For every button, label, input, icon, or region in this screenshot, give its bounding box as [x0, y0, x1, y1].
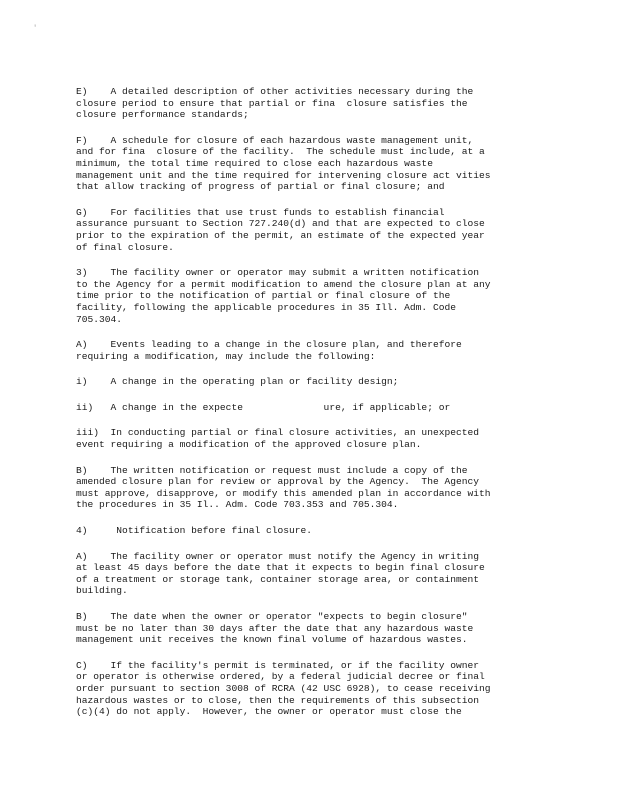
scan-speck: ' — [33, 25, 38, 33]
paragraph — [76, 267, 556, 325]
document-body — [76, 86, 556, 732]
text-line: hazardous wastes or to close, then the requirements of this subsection — [76, 694, 480, 706]
text-line: at least 45 days before the date that it expects to begin final closure — [76, 562, 485, 574]
text-line: building. — [76, 585, 128, 597]
text-line: assurance pursuant to Section 727.240(d) and that are expected to close — [76, 218, 485, 230]
text-line: management unit receives the known final volume of hazardous wastes. — [76, 634, 468, 646]
paragraph — [76, 135, 556, 193]
text-line: must approve, disapprove, or modify this amended plan in accordance with — [76, 487, 491, 499]
paragraph — [76, 427, 556, 450]
text-line: time prior to the notification of partial or final closure of the — [76, 290, 451, 302]
paragraph — [76, 525, 556, 537]
text-line: amended closure plan for review or approval by the Agency. The Agency — [76, 476, 480, 488]
paragraph — [76, 402, 556, 414]
text-line: i) A change in the operating plan or facility design; — [76, 376, 399, 388]
text-line: 705.304. — [76, 313, 123, 325]
text-line: that allow tracking of progress of partial or final closure; and — [76, 181, 445, 193]
text-line: order pursuant to section 3008 of RCRA (42 USC 6928), to cease receiving — [76, 682, 491, 694]
text-line: G) For facilities that use trust funds to establish financial — [76, 206, 445, 218]
text-line: A) The facility owner or operator must notify the Agency in writing — [76, 550, 480, 562]
paragraph — [76, 86, 556, 121]
text-line: and for fina closure of the facility. The schedule must include, at a — [76, 146, 485, 158]
paragraph — [76, 660, 556, 718]
text-line: ii) A change in the expecte ure, if applicable; or — [76, 401, 451, 413]
text-line: requiring a modification, may include the following: — [76, 350, 376, 362]
text-line: the procedures in 35 Il.. Adm. Code 703.353 and 705.304. — [76, 499, 399, 511]
text-line: A) Events leading to a change in the closure plan, and therefore — [76, 339, 462, 351]
text-line: 3) The facility owner or operator may submit a written notification — [76, 267, 480, 279]
text-line: of a treatment or storage tank, container storage area, or containment — [76, 573, 480, 585]
text-line: B) The written notification or request must include a copy of the — [76, 464, 468, 476]
text-line: F) A schedule for closure of each hazardous waste management unit, — [76, 134, 474, 146]
text-line: 4) Notification before final closure. — [76, 525, 313, 537]
text-line: of final closure. — [76, 241, 174, 253]
text-line: event requiring a modification of the approved closure plan. — [76, 439, 422, 451]
text-line: management unit and the time required for intervening closure act vities — [76, 169, 491, 181]
paragraph — [76, 611, 556, 646]
text-line: to the Agency for a permit modification to amend the closure plan at any — [76, 278, 491, 290]
paragraph — [76, 376, 556, 388]
text-line: minimum, the total time required to close each hazardous waste — [76, 157, 433, 169]
text-line: B) The date when the owner or operator "expects to begin closure" — [76, 611, 468, 622]
text-line: must be no later than 30 days after the date that any hazardous waste — [76, 622, 474, 634]
text-line: facility, following the applicable procedures in 35 Ill. Adm. Code — [76, 301, 456, 313]
paragraph — [76, 207, 556, 253]
text-line: E) A detailed description of other activities necessary during the — [76, 86, 474, 97]
text-line: prior to the expiration of the permit, an estimate of the expected year — [76, 229, 485, 241]
text-line: closure performance standards; — [76, 109, 249, 121]
paragraph — [76, 339, 556, 362]
text-line: C) If the facility's permit is terminated, or if the facility owner — [76, 659, 480, 671]
paragraph — [76, 551, 556, 597]
paragraph — [76, 465, 556, 511]
text-line: or operator is otherwise ordered, by a federal judicial decree or final — [76, 671, 485, 683]
text-line: (c)(4) do not apply. However, the owner or operator must close the — [76, 706, 462, 718]
text-line: iii) In conducting partial or final closure activities, an unexpected — [76, 427, 480, 439]
text-line: closure period to ensure that partial or fina closure satisfies the — [76, 97, 468, 109]
